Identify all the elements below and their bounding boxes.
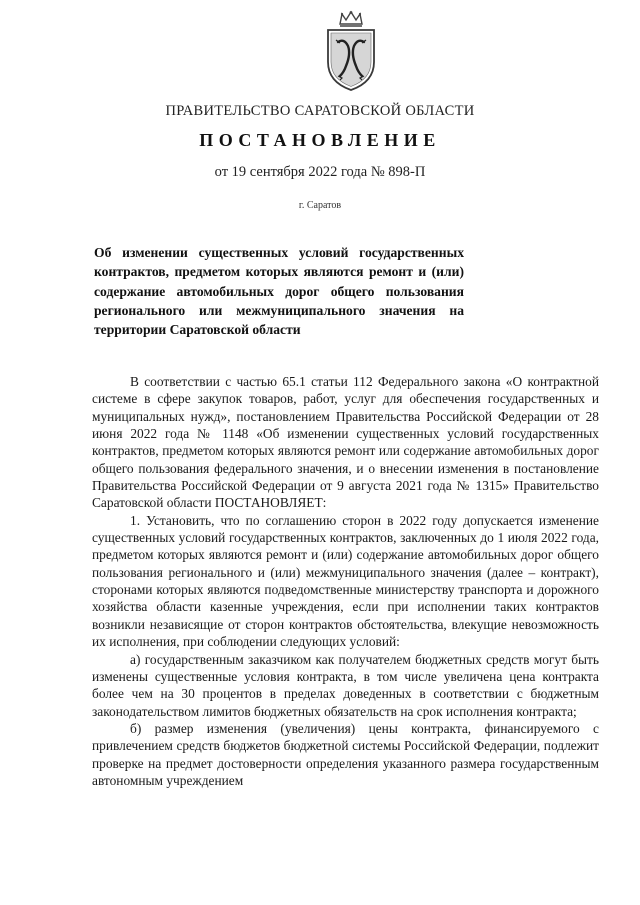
document-type-title: ПОСТАНОВЛЕНИЕ xyxy=(199,130,441,150)
saratov-coat-of-arms-icon xyxy=(322,10,380,92)
document-city: г. Саратов xyxy=(298,200,342,211)
clause-1a-paragraph: а) государственным заказчиком как получателем бюджетных средств могут быть изменены существенные условия контракта, в том числе увеличена цена контракта более чем на 30 процентов в пределах доведенных в соответствии с бюджетным законодательством лимитов бюджетных обязательств на срок исполнения контракта; xyxy=(92,651,599,719)
clause-1-paragraph: 1. Установить, что по соглашению сторон в 2022 году допускается изменение существенных условий государственных контрактов, заключенных до 1 июля 2022 года, предметом которых являются ремонт и (или) содержание автомобильных дорог общего пользования регионального и (или) межмуниципального значения (далее – контракт), сторонами которых являются подведомственные министерству транспорта и дорожного хозяйства области казенные учреждения, если при исполнении таких контрактов возникли независящие от сторон контрактов обстоятельства, влекущие невозможность их исполнения, при соблюдении следующих условий: xyxy=(92,512,599,650)
document-date-number: от 19 сентября 2022 года № 898-П xyxy=(214,164,426,180)
decree-body xyxy=(92,373,599,789)
preamble-paragraph: В соответствии с частью 65.1 статьи 112 Федерального закона «О контрактной системе в сфере закупок товаров, работ, услуг для обеспечения государственных и муниципальных нужд», постановлением Правительства Российской Федерации от 28 июня 2022 года № 1148 «Об изменении существенных условий государственных контрактов, предметом которых являются ремонт или содержание автомобильных дорог общего пользования федерального значения, и о внесении изменения в постановление Правительства Российской Федерации от 9 августа 2021 года № 1315» Правительство Саратовской области ПОСТАНОВЛЯЕТ: xyxy=(92,374,599,511)
issuing-authority: ПРАВИТЕЛЬСТВО САРАТОВСКОЙ ОБЛАСТИ xyxy=(165,103,475,119)
decree-subject-heading: Об изменении существенных условий государственных контрактов, предметом которых являются ремонт и (или) содержание автомобильных дорог общего пользования регионального или межмуниципального значения на территории Саратовской области xyxy=(94,245,464,338)
clause-1b-paragraph: б) размер изменения (увеличения) цены контракта, финансируемого с привлечением средств бюджетов бюджетной системы Российской Федерации, подлежит проверке на предмет достоверности определения указанного размера государственным автономным учреждением xyxy=(92,720,599,788)
